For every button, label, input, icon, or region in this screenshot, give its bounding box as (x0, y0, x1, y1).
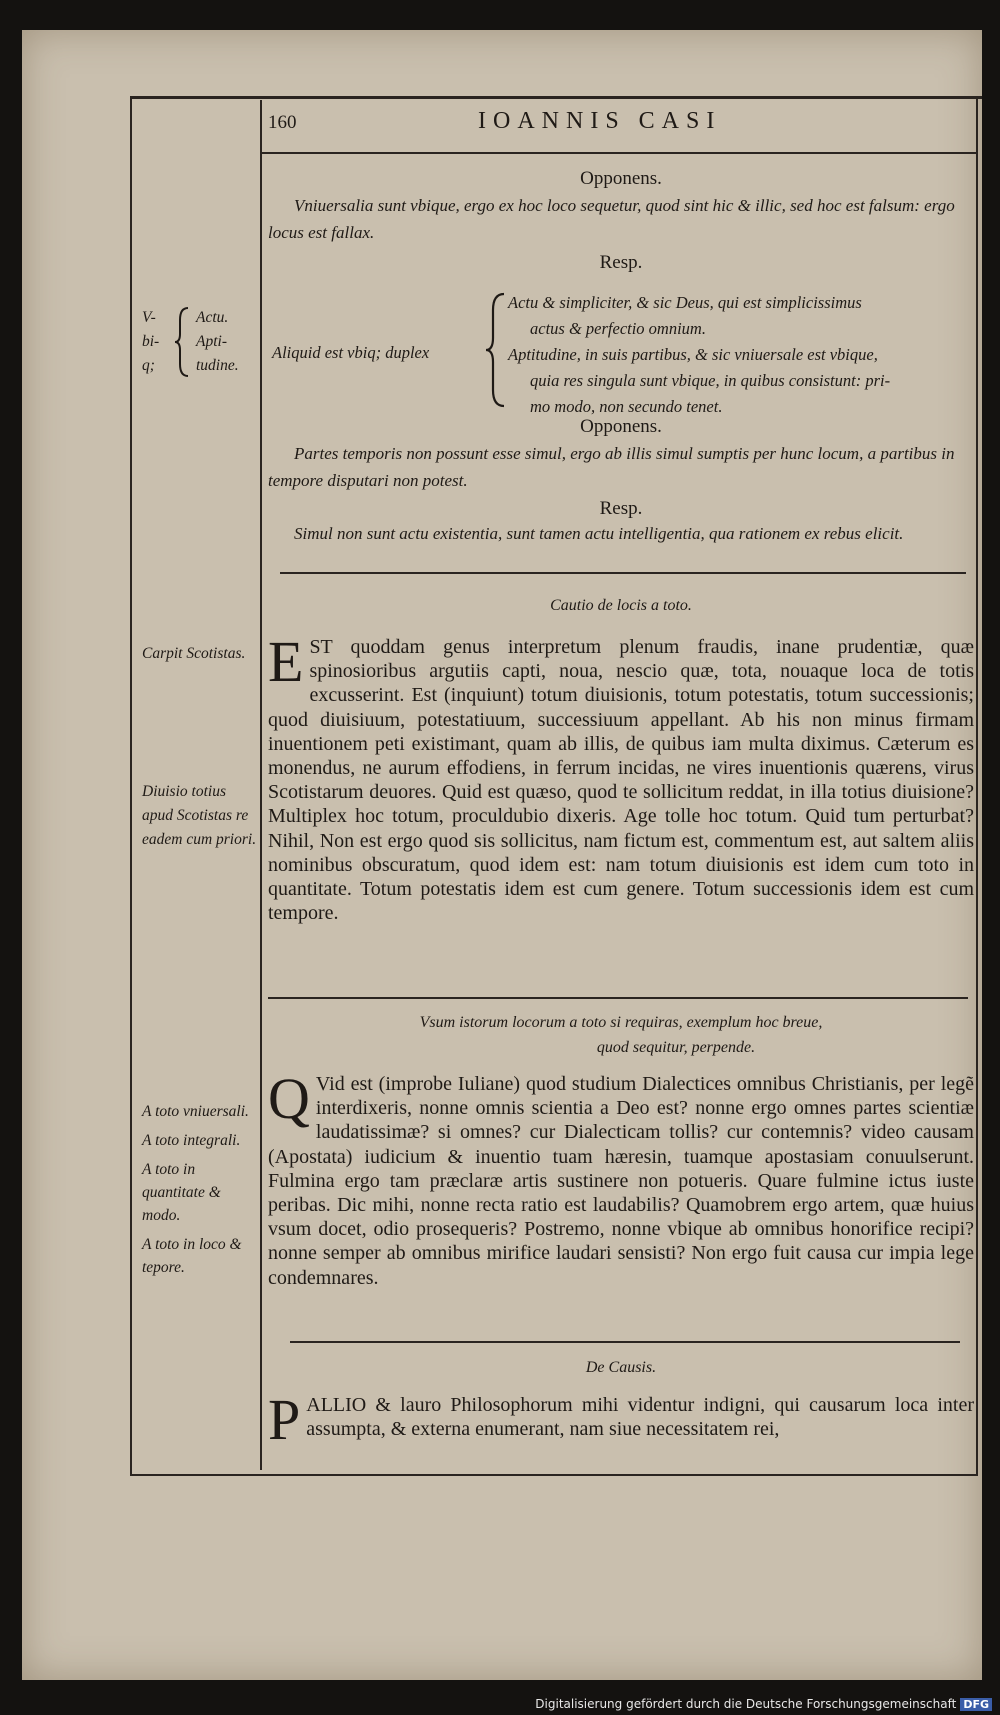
margin-note-item: A toto vniuersali. (142, 1103, 249, 1120)
running-title: IOANNIS CASI (478, 108, 722, 134)
causis-heading: De Causis. (585, 1359, 657, 1376)
header-rule (262, 152, 976, 154)
vsum-text: Vid est (improbe Iuliane) quod studium Dialectices omnibus Christianis, per legẽ interdixeris, nonne omnis scientia a Deo est? nonne ergo omnes partes scientiæ laudatissimæ? si omnes? cur Dialecticam tollis? cur contemnis? video causam (Apostata) iudicium & inuentio tuam hæresin, tuamque apostasiam conuulserunt. Fulmina ergo tam præclaræ artis sustinere non potueris. Quare fulmine ictus iuste peribas. Dic mihi, nonne recta ratio est laudabilis? Quamobrem ergo artem, quæ huius vsum docet, odio prosequeris? Postremo, nonne vbique ab omnibus honorifice recipi? nonne semper ab omnibus mirifice laudari sensisti? Non ergo fuit causa cur impia lege condemnares. (268, 1073, 974, 1289)
page-number: 160 (268, 112, 297, 133)
vsum-body (268, 1066, 974, 1290)
resp-heading: Resp. (599, 498, 643, 519)
causis-body (268, 1387, 974, 1452)
margin-note-item: A toto in quantitate & modo. (142, 1161, 221, 1224)
opponens-heading: Opponens. (580, 416, 662, 437)
actu-line: actus & perfectio omnium. (530, 319, 706, 338)
bottom-rule (132, 1474, 978, 1476)
margin-column-rule (260, 100, 262, 1470)
section-rule-2 (268, 997, 968, 999)
margin-ubique-line: q; (142, 357, 155, 374)
resp-heading: Resp. (599, 252, 643, 273)
top-rule (132, 96, 982, 99)
margin-note-item: A toto integrali. (142, 1132, 241, 1149)
section-3 (268, 1010, 974, 1290)
drop-initial: P (268, 1387, 301, 1452)
section-1b (268, 416, 974, 547)
margin-actu-line: Apti- (196, 333, 227, 350)
section-1 (268, 168, 974, 274)
dfg-logo: DFG (960, 1698, 992, 1711)
resp-text: Simul non sunt actu existentia, sunt tamen actu intelligentia, qua rationem ex rebus elicit. (294, 524, 904, 543)
aptitudine-line: Aptitudine, in suis partibus, & sic vniuersale est vbique, (508, 345, 878, 364)
aliquid-label: Aliquid est vbiq; duplex (272, 343, 430, 362)
cautio-body (268, 629, 974, 925)
vsum-heading-2: quod sequitur, perpende. (596, 1039, 756, 1056)
aptitudine-line: mo modo, non secundo tenet. (530, 397, 723, 416)
margin-actu-line: tudine. (196, 357, 239, 374)
opponens-text: Vniuersalia sunt vbique, ergo ex hoc loco sequetur, quod sint hic & illic, sed hoc est falsum: ergo locus est fallax. (268, 196, 955, 242)
margin-carpit: Carpit Scotistas. (142, 645, 246, 662)
opponens-heading: Opponens. (580, 168, 662, 189)
right-edge-rule (976, 96, 978, 1476)
margin-note-item: A toto in loco & tepore. (142, 1236, 242, 1276)
margin-ubique-line: bi- (142, 333, 160, 350)
drop-initial: E (268, 629, 304, 694)
left-edge-rule (130, 96, 132, 1476)
aptitudine-line: quia res singula sunt vbique, in quibus consistunt: pri- (530, 371, 891, 390)
causis-text: ALLIO & lauro Philosophorum mihi videntur indigni, qui causarum loca inter assumpta, & externa enumerant, nam siue necessitatem rei, (306, 1394, 974, 1441)
opponens-text: Partes temporis non possunt esse simul, ergo ab illis simul sumptis per hunc locum, a partibus in tempore disputari non potest. (268, 444, 955, 490)
section-2 (268, 592, 974, 925)
section-rule-1 (280, 572, 966, 574)
actu-line: Actu & simpliciter, & sic Deus, qui est simplicissimus (508, 293, 862, 312)
brace-content (508, 290, 974, 420)
section-rule-3 (290, 1341, 960, 1343)
cautio-heading: Cautio de locis a toto. (550, 597, 692, 614)
footer-text: Digitalisierung gefördert durch die Deutsche Forschungsgemeinschaft (535, 1697, 957, 1711)
margin-ubique-line: V- (142, 309, 156, 326)
margin-actu-line: Actu. (196, 309, 229, 326)
digitization-credit (535, 1697, 992, 1711)
brace-icon (484, 292, 506, 408)
margin-brace-icon (174, 306, 190, 378)
margin-actu (196, 306, 260, 378)
margin-toto-notes (142, 1100, 260, 1279)
drop-initial: Q (268, 1066, 310, 1131)
cautio-text: ST quoddam genus interpretum plenum fraudis, inane prudentiæ, quæ spinosioribus argutiis capti, noua, nescio quæ, tota, nouaque loca de totis excusserint. Est (inquiunt) totum diuisionis, totum potestatis, totum successionis; quod diuisiuum, potestatiuum, successiuum appellant. Ab his non minus firmam inuentionem peti existimant, quam ab illis, de quibus iam multa diximus. Cæterum es monendus, ne aurum effodiens, in ferrum incidas, ne vires inuentionis quærens, virus Scotistarum deuores. Quid est quæso, quod te sollicitum reddat, in illa totius diuisione? Multiplex hoc totum, proculdubio dixeris. Age tolle hoc totum. Quid tum perturbat? Nihil, Non est ergo quod sis sollicitus, nam fictum est, commentum est, aut saltem aliis nominibus obscuratum, quod idem est: nam totum diuisionis est idem cum toto in quantitate. Totum potestatis idem est cum genere. Totum successionis idem est cum tempore. (268, 636, 974, 925)
vsum-heading-1: Vsum istorum locorum a toto si requiras, exemplum hoc breue, (419, 1014, 823, 1031)
margin-diuisio: Diuisio totius apud Scotistas re eadem cum priori. (142, 783, 257, 848)
section-4 (268, 1354, 974, 1452)
